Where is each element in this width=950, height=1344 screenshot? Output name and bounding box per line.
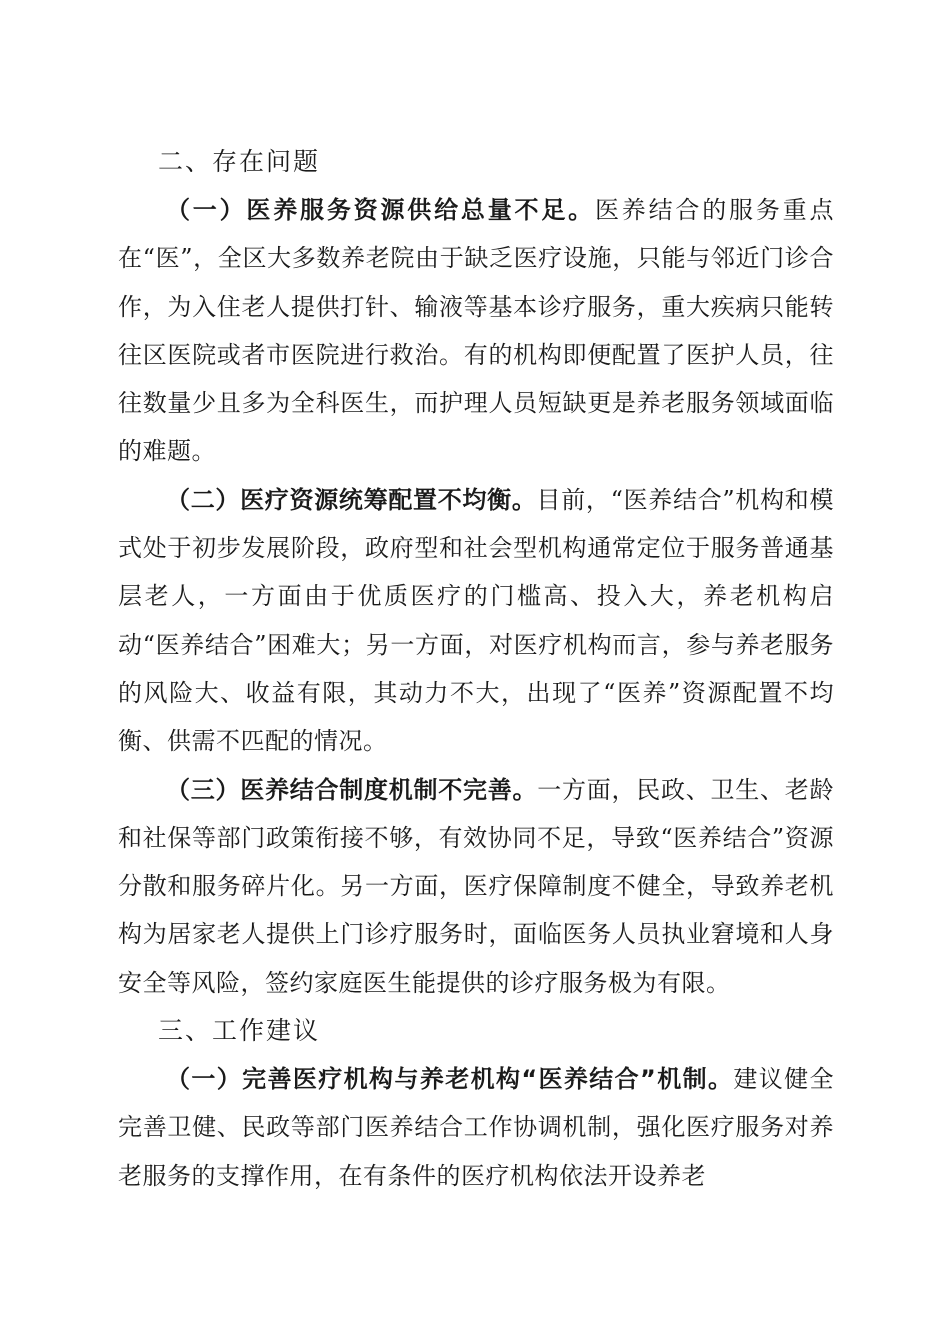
section-heading-suggestions: 三、工作建议 (158, 1016, 321, 1046)
paragraph-mechanism-incomplete (118, 766, 834, 1007)
paragraph-body: 目前，“医养结合”机构和模式处于初步发展阶段，政府型和社会型机构通常定位于服务普通基层老人，一方面由于优质医疗的门槛高、投入大，养老机构启动“医养结合”困难大；另一方面，对医疗机构而言，参与养老服务的风险大、收益有限，其动力不大，出现了“医养”资源配置不均衡、供需不匹配的情况。 (118, 485, 834, 756)
paragraph-uneven-allocation (118, 476, 834, 766)
paragraph-lead: （一）医养服务资源供给总量不足。 (166, 196, 595, 224)
paragraph-improve-mechanism (118, 1055, 834, 1200)
paragraph-body: 一方面，民政、卫生、老龄和社保等部门政策衔接不够，有效协同不足，导致“医养结合”资源分散和服务碎片化。另一方面，医疗保障制度不健全，导致养老机构为居家老人提供上门诊疗服务时，面临医务人员执业窘境和人身安全等风险，签约家庭医生能提供的诊疗服务极为有限。 (118, 775, 834, 997)
paragraph-supply-shortage (118, 186, 834, 476)
document-page (118, 138, 834, 1200)
paragraph-body: 医养结合的服务重点在“医”，全区大多数养老院由于缺乏医疗设施，只能与邻近门诊合作，为入住老人提供打针、输液等基本诊疗服务，重大疾病只能转往区医院或者市医院进行救治。有的机构即便配置了医护人员，往往数量少且多为全科医生，而护理人员短缺更是养老服务领域面临的难题。 (118, 196, 834, 466)
paragraph-body: 建议健全完善卫健、民政等部门医养结合工作协调机制，强化医疗服务对养老服务的支撑作用，在有条件的医疗机构依法开设养老 (118, 1065, 835, 1190)
paragraph-lead: （二）医疗资源统筹配置不均衡。 (166, 485, 537, 514)
section-heading-problems: 二、存在问题 (158, 147, 321, 176)
paragraph-lead: （一）完善医疗机构与养老机构“医养结合”机制。 (166, 1065, 734, 1094)
paragraph-lead: （三）医养结合制度机制不完善。 (166, 775, 538, 804)
